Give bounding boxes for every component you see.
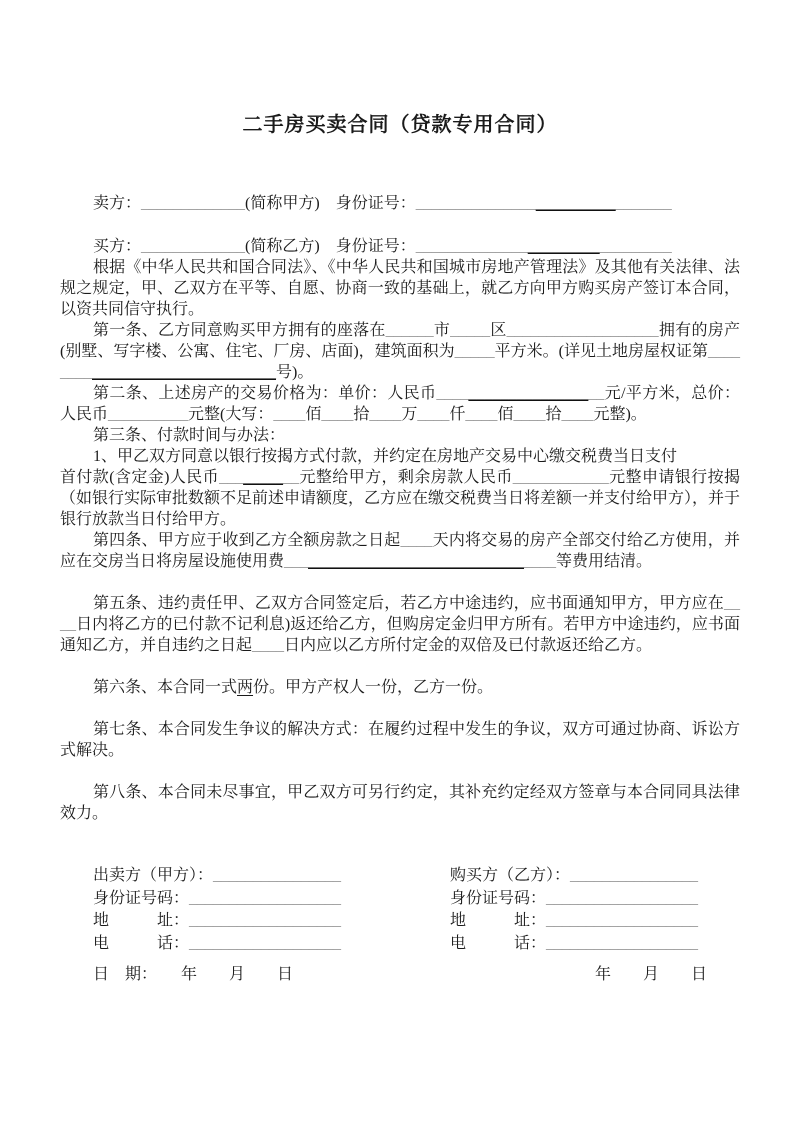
text-run: 身份证号： (335, 238, 416, 255)
text-run: 区 (490, 322, 507, 339)
text-run: 元整给甲方，剩余房款人民币 (299, 469, 513, 486)
text-run: 日内将乙方的已付款不记利息)返还给乙方，但购房定金归甲方所有。若甲方中途违约，应书面通知乙方，并自违约之日起 (60, 616, 740, 654)
blank-field-underlined: ___________________________ (308, 553, 525, 570)
signature-block (93, 865, 740, 955)
text-run: 平方米。(详见土地房屋权证第 (494, 343, 709, 360)
blank-field: ___________________ (189, 912, 342, 929)
blank-field: ____ (524, 553, 557, 570)
blank-field: ____ (561, 406, 594, 423)
text-run: 第七条、本合同发生争议的解决方式：在履约过程中发生的争议，双方可通过协商、诉讼方式解决。 (60, 721, 740, 759)
blank-field: ___ (284, 553, 309, 570)
text-run: 第三条、付款时间与办法： (93, 427, 286, 444)
text-run: 根据《中华人民共和国合同法》、《中华人民共和国城市房地产管理法》及其他有关法律、法规之规定，甲、乙双方在平等、自愿、协商一致的基础上，就乙方向甲方购买房产签订本合同，以资共同信守执行。 (60, 259, 740, 318)
text-run: 买方： (93, 238, 142, 255)
text-run: 佰 (497, 406, 514, 423)
text-run: (简称乙方) (245, 238, 320, 255)
blank-field: _______ (615, 195, 672, 212)
seller-address-row (93, 910, 450, 933)
blank-field: ____ (321, 406, 354, 423)
clause-3-item-1 (60, 446, 740, 467)
blank-field: __________ (108, 406, 189, 423)
clause-7 (60, 719, 740, 761)
blank-field: ____ (465, 406, 498, 423)
paragraph-intro (60, 257, 740, 320)
text-run: 第八条、本合同未尽事宜，甲乙双方可另行约定，其补充约定经双方签章与本合同同具法律效力。 (60, 784, 740, 822)
blank-field: ___________________ (546, 934, 699, 952)
clause-2 (60, 383, 740, 425)
text-run: 第四条、甲方应于收到乙方全额房款之日起 (93, 532, 401, 549)
text-run: 份。甲方产权人一份，乙方一份。 (253, 679, 494, 696)
blank-field: ____ (60, 595, 740, 633)
field-label: 出卖方（甲方）： (93, 867, 214, 884)
blank-field: ____ (513, 406, 546, 423)
field-label: 购买方（乙方）： (450, 867, 571, 884)
buyer-id-row (450, 888, 740, 911)
seller-signature-column (93, 865, 450, 955)
blank-field: ________________ (570, 867, 699, 884)
text-run: 拥有的房产(别墅、写字楼、公寓、住宅、厂房、店面)，建筑面积为 (60, 322, 740, 360)
blank-field: ___________________ (189, 934, 342, 952)
page-title: 二手房买卖合同（贷款专用合同） (242, 114, 558, 136)
text-run: 第五条、违约责任甲、乙双方合同签定后，若乙方中途违约，应书面通知甲方，甲方应在 (93, 595, 724, 612)
field-label: 身份证号码： (93, 889, 190, 907)
text-run: 日内应以乙方所付定金的双倍及已付款返还给乙方。 (284, 637, 653, 654)
blank-field: _______________ (415, 195, 536, 212)
blank-field: ___________________ (189, 889, 342, 907)
clause-6 (60, 677, 740, 698)
underlined-text: 两 (237, 679, 254, 696)
text-run (320, 238, 336, 255)
blank-field: ____ (252, 637, 285, 654)
text-run: 元整(大写： (188, 406, 274, 423)
blank-field: ____ (436, 385, 469, 402)
buyer-address-row (450, 910, 740, 933)
field-label: 电 话： (450, 934, 547, 952)
text-run: 号)。 (276, 364, 314, 381)
blank-field: ____ (400, 532, 433, 549)
text-run: 第六条、本合同一式 (93, 679, 238, 696)
text-run: (简称甲方) (245, 195, 320, 212)
text-run: 1、甲乙双方同意以银行按揭方式付款，并约定在房地产交易中心缴交税费当日支付 (93, 448, 678, 465)
blank-field: _____ (450, 322, 491, 339)
buyer-line (93, 236, 740, 257)
blank-field: ______ (385, 322, 434, 339)
blank-field-underlined: _______________ (468, 385, 589, 402)
text-run: 身份证号： (335, 195, 416, 212)
clause-5 (60, 593, 740, 656)
clause-8 (60, 782, 740, 824)
date-line-seller: 日 期： 年 月 日 (93, 966, 294, 983)
blank-field: ____ (369, 406, 402, 423)
seller-id-row (93, 888, 450, 911)
buyer-name-row (450, 865, 740, 888)
date-line-buyer: 年 月 日 (595, 966, 708, 983)
text-run: 市 (433, 322, 451, 339)
blank-field: ____ (417, 406, 450, 423)
blank-field: ____ (273, 406, 306, 423)
buyer-signature-column (450, 865, 740, 955)
text-run: 天内将交易的房产全部交付给乙方使用，并应在交房当日将房屋设施使用费 (60, 532, 740, 570)
field-label: 地 址： (93, 912, 190, 929)
blank-field: _________ (599, 238, 672, 255)
blank-field: ___ (219, 469, 244, 486)
clause-4 (60, 530, 740, 572)
blank-field-underlined: _____ (243, 469, 284, 486)
text-run: 拾 (545, 406, 562, 423)
text-run: 仟 (449, 406, 466, 423)
blank-field: _____________ (141, 238, 246, 255)
blank-field: ____________ (512, 469, 609, 486)
blank-field: ___________________ (546, 889, 699, 907)
text-run: 第二条、上述房产的交易价格为：单价：人民币 (93, 385, 437, 402)
text-run: 拾 (353, 406, 370, 423)
clause-3-item-1-cont (60, 467, 740, 530)
seller-line (93, 193, 740, 214)
field-label: 地 址： (450, 912, 547, 929)
text-run: 万 (401, 406, 418, 423)
blank-field: __ (588, 385, 605, 402)
text-run: 第一条、乙方同意购买甲方拥有的座落在 (93, 322, 386, 339)
seller-phone-row (93, 933, 450, 956)
blank-field: __ (283, 469, 300, 486)
text-run: 首付款(含定金)人民币 (60, 469, 220, 486)
blank-field: _____ (454, 343, 495, 360)
text-run: 等费用结清。 (556, 553, 653, 570)
seller-name-row (93, 865, 450, 888)
clause-3-heading (60, 425, 740, 446)
clause-1 (60, 320, 740, 383)
text-run: 元/平方米，总价：人民币 (60, 385, 740, 423)
blank-field-underlined: _________ (527, 238, 600, 255)
text-run: 元整申请银行按揭（如银行实际审批数额不足前述申请额度，乙方应在缴交税费当日将差额一并支付给甲方），并于银行放款当日付给甲方。 (60, 469, 741, 528)
text-run (320, 195, 336, 212)
text-run: 卖方： (93, 195, 142, 212)
text-run: 佰 (305, 406, 322, 423)
blank-field-underlined: _______________________ (92, 364, 276, 381)
buyer-phone-row (450, 933, 740, 956)
blank-field: _____________ (141, 195, 246, 212)
field-label: 身份证号码： (450, 889, 547, 907)
blank-field: ________________ (213, 867, 342, 884)
blank-field: ______________ (415, 238, 528, 255)
blank-field-underlined: __________ (535, 195, 616, 212)
text-run: 元整)。 (593, 406, 647, 423)
blank-field: ___________________ (546, 912, 699, 929)
blank-field: ___________________ (506, 322, 659, 339)
date-row (93, 964, 740, 985)
blank-field: ________ (60, 343, 741, 381)
field-label: 电 话： (93, 934, 190, 952)
